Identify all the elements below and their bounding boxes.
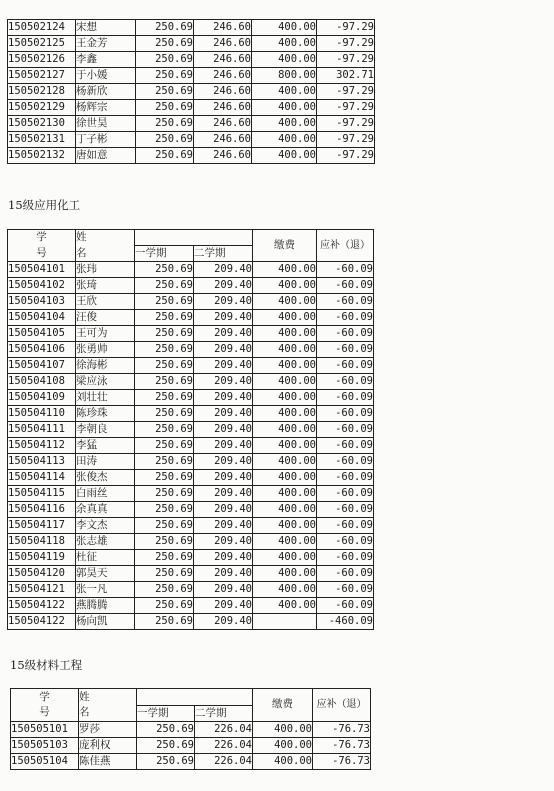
- student-id-cell: 150502128: [8, 84, 76, 100]
- table-header-row: [8, 230, 374, 246]
- term2-fee-cell: 209.40: [194, 374, 253, 390]
- paid-cell: 400.00: [253, 721, 313, 737]
- paid-cell: 400.00: [252, 100, 317, 116]
- student-id-cell: 150504121: [8, 582, 76, 598]
- term2-fee-cell: 209.40: [194, 454, 253, 470]
- table-row: [8, 566, 374, 582]
- header-id-bottom: 号: [11, 705, 79, 721]
- term2-fee-cell: 209.40: [194, 262, 253, 278]
- term1-fee-cell: 250.69: [137, 753, 195, 769]
- table-row: [8, 326, 374, 342]
- student-id-cell: 150504120: [8, 566, 76, 582]
- term2-fee-cell: 209.40: [194, 582, 253, 598]
- refund-cell: -60.09: [317, 566, 374, 582]
- table-row: [8, 262, 374, 278]
- refund-cell: -60.09: [317, 598, 374, 614]
- term1-fee-cell: 250.69: [136, 148, 194, 164]
- term1-fee-cell: 250.69: [137, 721, 195, 737]
- header-id-top: 学: [8, 230, 76, 246]
- student-name-cell: 杜征: [76, 550, 135, 566]
- student-name-cell: 梁应泳: [76, 374, 135, 390]
- refund-cell: -60.09: [317, 422, 374, 438]
- table-row: [8, 132, 375, 148]
- student-name-cell: 郭昊天: [76, 566, 135, 582]
- table-materials: [10, 688, 371, 770]
- term1-fee-cell: 250.69: [135, 438, 194, 454]
- term1-fee-cell: 250.69: [137, 737, 195, 753]
- refund-cell: -97.29: [317, 132, 375, 148]
- term1-fee-cell: 250.69: [136, 116, 194, 132]
- refund-cell: -60.09: [317, 470, 374, 486]
- table-row: [8, 390, 374, 406]
- student-id-cell: 150505101: [11, 721, 79, 737]
- student-name-cell: 余真真: [76, 502, 135, 518]
- refund-cell: -60.09: [317, 374, 374, 390]
- refund-cell: -60.09: [317, 502, 374, 518]
- term1-fee-cell: 250.69: [135, 422, 194, 438]
- term2-fee-cell: 226.04: [195, 721, 253, 737]
- table-row: [8, 116, 375, 132]
- student-name-cell: 唐如意: [76, 148, 136, 164]
- term2-fee-cell: 209.40: [194, 438, 253, 454]
- paid-cell: 400.00: [253, 406, 317, 422]
- term2-fee-cell: 209.40: [194, 342, 253, 358]
- term1-fee-cell: 250.69: [136, 68, 194, 84]
- term1-fee-cell: 250.69: [135, 518, 194, 534]
- table-continuation: [7, 19, 375, 164]
- student-id-cell: 150504110: [8, 406, 76, 422]
- refund-cell: -60.09: [317, 518, 374, 534]
- paid-cell: 400.00: [253, 737, 313, 753]
- table-row: [8, 100, 375, 116]
- term1-fee-cell: 250.69: [135, 358, 194, 374]
- term2-fee-cell: 209.40: [194, 614, 253, 630]
- student-id-cell: 150504114: [8, 470, 76, 486]
- paid-cell: 400.00: [253, 454, 317, 470]
- paid-cell: 400.00: [253, 342, 317, 358]
- term1-fee-cell: 250.69: [136, 20, 194, 36]
- student-name-cell: 李朝良: [76, 422, 135, 438]
- student-id-cell: 150504106: [8, 342, 76, 358]
- term1-fee-cell: 250.69: [135, 534, 194, 550]
- term1-fee-cell: 250.69: [135, 566, 194, 582]
- student-name-cell: 张一凡: [76, 582, 135, 598]
- student-name-cell: 李鑫: [76, 52, 136, 68]
- term2-fee-cell: 209.40: [194, 390, 253, 406]
- refund-cell: -60.09: [317, 262, 374, 278]
- student-id-cell: 150504122: [8, 598, 76, 614]
- student-id-cell: 150504117: [8, 518, 76, 534]
- term2-fee-cell: 246.60: [194, 36, 252, 52]
- header-term2: 二学期: [195, 705, 253, 721]
- student-id-cell: 150504115: [8, 486, 76, 502]
- header-id-top: 学: [11, 689, 79, 706]
- table-row: [8, 598, 374, 614]
- term1-fee-cell: 250.69: [136, 36, 194, 52]
- refund-cell: -60.09: [317, 534, 374, 550]
- term2-fee-cell: 209.40: [194, 310, 253, 326]
- table-header-row: [11, 689, 371, 706]
- term1-fee-cell: 250.69: [135, 390, 194, 406]
- paid-cell: 400.00: [253, 374, 317, 390]
- student-name-cell: 陈珍珠: [76, 406, 135, 422]
- table-row: [8, 358, 374, 374]
- term1-fee-cell: 250.69: [135, 406, 194, 422]
- paid-cell: 400.00: [252, 116, 317, 132]
- table-row: [8, 294, 374, 310]
- paid-cell: 400.00: [253, 534, 317, 550]
- student-id-cell: 150504111: [8, 422, 76, 438]
- section-title-applied-chem: 15级应用化工: [8, 198, 81, 212]
- paid-cell: 400.00: [252, 148, 317, 164]
- student-id-cell: 150502131: [8, 132, 76, 148]
- term1-fee-cell: 250.69: [135, 278, 194, 294]
- student-id-cell: 150504102: [8, 278, 76, 294]
- header-fee: 缴费: [253, 230, 317, 262]
- student-name-cell: 汪俊: [76, 310, 135, 326]
- table-row: [8, 534, 374, 550]
- term1-fee-cell: 250.69: [135, 342, 194, 358]
- refund-cell: -97.29: [317, 36, 375, 52]
- student-name-cell: 罗莎: [79, 721, 137, 737]
- table-row: [8, 422, 374, 438]
- student-id-cell: 150504118: [8, 534, 76, 550]
- student-name-cell: 张琦: [76, 278, 135, 294]
- student-name-cell: 宋想: [76, 20, 136, 36]
- table-row: [11, 721, 371, 737]
- refund-cell: -60.09: [317, 582, 374, 598]
- term2-fee-cell: 246.60: [194, 148, 252, 164]
- paid-cell: 400.00: [252, 132, 317, 148]
- table-row: [8, 84, 375, 100]
- student-name-cell: 张玮: [76, 262, 135, 278]
- student-id-cell: 150502129: [8, 100, 76, 116]
- table-row: [8, 486, 374, 502]
- term2-fee-cell: 209.40: [194, 470, 253, 486]
- student-id-cell: 150504105: [8, 326, 76, 342]
- student-name-cell: 张俊杰: [76, 470, 135, 486]
- term1-fee-cell: 250.69: [135, 550, 194, 566]
- student-name-cell: 杨辉宗: [76, 100, 136, 116]
- paid-cell: 400.00: [253, 753, 313, 769]
- student-id-cell: 150504104: [8, 310, 76, 326]
- header-refund: 应补（退）: [313, 689, 371, 722]
- term2-fee-cell: 209.40: [194, 550, 253, 566]
- student-name-cell: 陈佳燕: [79, 753, 137, 769]
- student-name-cell: 王欣: [76, 294, 135, 310]
- table-row: [8, 406, 374, 422]
- student-id-cell: 150504113: [8, 454, 76, 470]
- table-row: [8, 68, 375, 84]
- term2-fee-cell: 209.40: [194, 422, 253, 438]
- student-name-cell: 白雨丝: [76, 486, 135, 502]
- refund-cell: -97.29: [317, 84, 375, 100]
- term2-fee-cell: 226.04: [195, 737, 253, 753]
- student-name-cell: 张勇帅: [76, 342, 135, 358]
- header-refund: 应补（退）: [317, 230, 374, 262]
- student-id-cell: 150504107: [8, 358, 76, 374]
- term1-fee-cell: 250.69: [136, 132, 194, 148]
- paid-cell: 400.00: [253, 518, 317, 534]
- student-id-cell: 150502127: [8, 68, 76, 84]
- student-name-cell: 王金芳: [76, 36, 136, 52]
- student-id-cell: 150504101: [8, 262, 76, 278]
- refund-cell: -60.09: [317, 326, 374, 342]
- paid-cell: 400.00: [253, 438, 317, 454]
- student-name-cell: 燕腾腾: [76, 598, 135, 614]
- table-row: [8, 550, 374, 566]
- term1-fee-cell: 250.69: [135, 598, 194, 614]
- refund-cell: -60.09: [317, 342, 374, 358]
- paid-cell: 400.00: [253, 486, 317, 502]
- term2-fee-cell: 209.40: [194, 502, 253, 518]
- paid-cell: [253, 614, 317, 630]
- refund-cell: -60.09: [317, 294, 374, 310]
- header-term2: 二学期: [194, 246, 253, 262]
- refund-cell: -60.09: [317, 310, 374, 326]
- term1-fee-cell: 250.69: [135, 502, 194, 518]
- table-row: [8, 342, 374, 358]
- term1-fee-cell: 250.69: [136, 84, 194, 100]
- student-id-cell: 150502125: [8, 36, 76, 52]
- student-name-cell: 于小媛: [76, 68, 136, 84]
- term2-fee-cell: 246.60: [194, 68, 252, 84]
- paid-cell: 400.00: [253, 550, 317, 566]
- paid-cell: 400.00: [253, 502, 317, 518]
- refund-cell: -60.09: [317, 358, 374, 374]
- refund-cell: -97.29: [317, 52, 375, 68]
- paid-cell: 400.00: [253, 470, 317, 486]
- student-name-cell: 张志雄: [76, 534, 135, 550]
- refund-cell: -60.09: [317, 486, 374, 502]
- refund-cell: -60.09: [317, 454, 374, 470]
- table-row: [8, 454, 374, 470]
- student-id-cell: 150504108: [8, 374, 76, 390]
- student-id-cell: 150505104: [11, 753, 79, 769]
- student-id-cell: 150502124: [8, 20, 76, 36]
- table-row: [11, 753, 371, 769]
- table-row: [8, 374, 374, 390]
- term2-fee-cell: 209.40: [194, 598, 253, 614]
- term1-fee-cell: 250.69: [135, 326, 194, 342]
- term2-fee-cell: 209.40: [194, 566, 253, 582]
- refund-cell: -60.09: [317, 406, 374, 422]
- student-name-cell: 杨新欣: [76, 84, 136, 100]
- refund-cell: -76.73: [313, 753, 371, 769]
- refund-cell: -76.73: [313, 737, 371, 753]
- term2-fee-cell: 209.40: [194, 518, 253, 534]
- paid-cell: 400.00: [253, 582, 317, 598]
- term1-fee-cell: 250.69: [135, 374, 194, 390]
- header-term1: 一学期: [135, 246, 194, 262]
- student-name-cell: 徐世昊: [76, 116, 136, 132]
- student-id-cell: 150504112: [8, 438, 76, 454]
- table-row: [8, 278, 374, 294]
- student-id-cell: 150502130: [8, 116, 76, 132]
- table-row: [8, 438, 374, 454]
- term1-fee-cell: 250.69: [135, 582, 194, 598]
- term2-fee-cell: 209.40: [194, 326, 253, 342]
- table-row: [8, 20, 375, 36]
- table-row: [11, 737, 371, 753]
- student-name-cell: 丁子彬: [76, 132, 136, 148]
- student-name-cell: 田涛: [76, 454, 135, 470]
- student-name-cell: 李猛: [76, 438, 135, 454]
- paid-cell: 400.00: [252, 52, 317, 68]
- header-name-top: 姓: [76, 230, 135, 246]
- student-id-cell: 150505103: [11, 737, 79, 753]
- term1-fee-cell: 250.69: [135, 310, 194, 326]
- term2-fee-cell: 209.40: [194, 294, 253, 310]
- refund-cell: -97.29: [317, 100, 375, 116]
- student-id-cell: 150504119: [8, 550, 76, 566]
- term2-fee-cell: 246.60: [194, 132, 252, 148]
- term1-fee-cell: 250.69: [135, 262, 194, 278]
- refund-cell: -60.09: [317, 550, 374, 566]
- student-id-cell: 150504122: [8, 614, 76, 630]
- term2-fee-cell: 246.60: [194, 84, 252, 100]
- table-row: [8, 518, 374, 534]
- table-row: [8, 614, 374, 630]
- refund-cell: -460.09: [317, 614, 374, 630]
- student-name-cell: 李文杰: [76, 518, 135, 534]
- term2-fee-cell: 209.40: [194, 406, 253, 422]
- table-row: [8, 148, 375, 164]
- term2-fee-cell: 226.04: [195, 753, 253, 769]
- term2-fee-cell: 209.40: [194, 278, 253, 294]
- refund-cell: -97.29: [317, 148, 375, 164]
- table-row: [8, 36, 375, 52]
- term2-fee-cell: 209.40: [194, 534, 253, 550]
- table-row: [8, 470, 374, 486]
- term2-fee-cell: 209.40: [194, 486, 253, 502]
- paid-cell: 400.00: [253, 294, 317, 310]
- term1-fee-cell: 250.69: [135, 470, 194, 486]
- term2-fee-cell: 246.60: [194, 100, 252, 116]
- term1-fee-cell: 250.69: [135, 454, 194, 470]
- term1-fee-cell: 250.69: [136, 100, 194, 116]
- term1-fee-cell: 250.69: [135, 614, 194, 630]
- paid-cell: 400.00: [253, 566, 317, 582]
- table-applied-chem: [7, 229, 374, 630]
- table-row: [8, 52, 375, 68]
- header-id-bottom: 号: [8, 246, 76, 262]
- refund-cell: -97.29: [317, 20, 375, 36]
- student-id-cell: 150504116: [8, 502, 76, 518]
- paid-cell: 400.00: [252, 84, 317, 100]
- table-row: [8, 310, 374, 326]
- refund-cell: -60.09: [317, 390, 374, 406]
- header-name-bottom: 名: [79, 705, 137, 721]
- paid-cell: 400.00: [252, 20, 317, 36]
- student-id-cell: 150502126: [8, 52, 76, 68]
- refund-cell: 302.71: [317, 68, 375, 84]
- paid-cell: 400.00: [252, 36, 317, 52]
- paid-cell: 400.00: [253, 278, 317, 294]
- refund-cell: -60.09: [317, 438, 374, 454]
- term1-fee-cell: 250.69: [135, 486, 194, 502]
- section-title-materials: 15级材料工程: [10, 658, 83, 672]
- term2-fee-cell: 246.60: [194, 52, 252, 68]
- term2-fee-cell: 246.60: [194, 20, 252, 36]
- header-name-top: 姓: [79, 689, 137, 706]
- refund-cell: -97.29: [317, 116, 375, 132]
- student-name-cell: 杨向凯: [76, 614, 135, 630]
- term1-fee-cell: 250.69: [136, 52, 194, 68]
- table-row: [8, 502, 374, 518]
- refund-cell: -60.09: [317, 278, 374, 294]
- paid-cell: 400.00: [253, 390, 317, 406]
- paid-cell: 400.00: [253, 310, 317, 326]
- student-id-cell: 150504109: [8, 390, 76, 406]
- header-term-span: [135, 230, 253, 246]
- student-name-cell: 刘壮壮: [76, 390, 135, 406]
- student-name-cell: 徐海彬: [76, 358, 135, 374]
- student-name-cell: 王可为: [76, 326, 135, 342]
- paid-cell: 400.00: [253, 358, 317, 374]
- student-id-cell: 150504103: [8, 294, 76, 310]
- paid-cell: 800.00: [252, 68, 317, 84]
- refund-cell: -76.73: [313, 721, 371, 737]
- student-id-cell: 150502132: [8, 148, 76, 164]
- paid-cell: 400.00: [253, 422, 317, 438]
- term2-fee-cell: 246.60: [194, 116, 252, 132]
- student-name-cell: 庞利权: [79, 737, 137, 753]
- header-term-span: [137, 689, 253, 706]
- header-fee: 缴费: [253, 689, 313, 722]
- term1-fee-cell: 250.69: [135, 294, 194, 310]
- paid-cell: 400.00: [253, 598, 317, 614]
- header-term1: 一学期: [137, 705, 195, 721]
- header-name-bottom: 名: [76, 246, 135, 262]
- paid-cell: 400.00: [253, 262, 317, 278]
- table-row: [8, 582, 374, 598]
- paid-cell: 400.00: [253, 326, 317, 342]
- term2-fee-cell: 209.40: [194, 358, 253, 374]
